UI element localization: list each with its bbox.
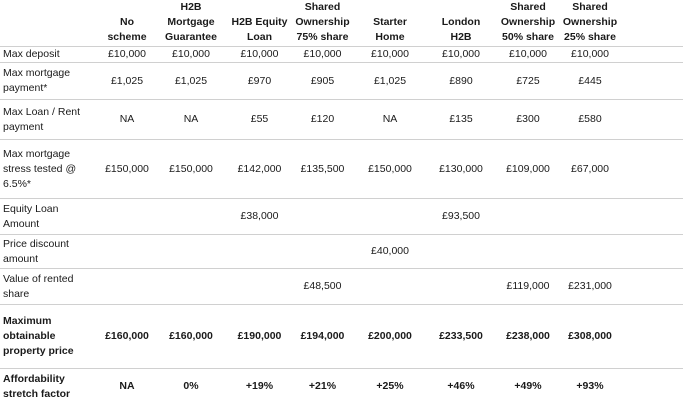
table-cell: £135,500 [300,162,345,175]
table-cell [291,235,354,268]
col-header-shared-ownership-75: Shared Ownership 75% share [295,1,350,43]
table-row [0,269,683,304]
table-cell: NA [183,113,199,125]
row-label: Max mortgage payment* [3,67,71,94]
table-cell: £10,000 [172,48,210,60]
col-header-h2b-equity-loan: H2B Equity Loan [231,16,288,43]
table-cell: £308,000 [568,330,612,342]
table-row [0,369,683,404]
row-label: Maximum obtainable property price [3,315,74,357]
table-cell [100,269,154,304]
row-label: Price discount amount [3,237,69,265]
table-cell [100,235,154,268]
table-cell: £200,000 [368,330,412,342]
table-cell: £1,025 [174,74,208,87]
table-cell [496,199,560,234]
table-cell: +19% [245,380,274,392]
row-label: Max Loan / Rent payment [3,105,81,133]
table-cell [560,235,620,268]
table-cell: NA [119,380,135,392]
col-header-london-h2b: London H2B [441,16,481,43]
table-cell: £10,000 [240,48,279,60]
table-cell: £48,500 [303,280,342,292]
table-cell: +93% [576,380,604,392]
table-cell [228,235,291,268]
table-cell: £231,000 [568,280,612,292]
table-cell: £150,000 [169,162,213,175]
table-cell: £190,000 [237,330,282,342]
table-cell: £142,000 [237,162,282,175]
table-cell: £10,000 [108,48,146,60]
table-row [0,235,683,268]
table-cell: NA [382,113,398,125]
table-cell: £194,000 [300,330,345,342]
table-cell [154,199,228,234]
col-header-shared-ownership-25: Shared Ownership 25% share [562,1,618,43]
table-cell: £160,000 [169,330,213,342]
table-cell: £300 [516,113,540,125]
table-cell: +46% [447,380,475,392]
table-row [0,100,683,139]
table-cell [354,199,426,234]
table-cell [496,235,560,268]
table-cell [354,269,426,304]
row-label: Max deposit [3,48,60,60]
table-cell: £10,000 [303,48,342,60]
table-cell [228,269,291,304]
table-cell: £93,500 [442,210,480,222]
table-cell: £38,000 [240,210,279,222]
col-header-no-scheme: No scheme [107,16,147,43]
table-cell: £238,000 [506,330,550,342]
table-cell: £67,000 [571,162,609,175]
col-header-h2b-mortgage-guarantee: H2B Mortgage Guarantee [165,1,217,43]
table-cell: £40,000 [371,245,409,257]
table-row [0,140,683,198]
table-cell: £10,000 [442,48,480,60]
table-cell: £150,000 [105,162,149,175]
table-cell: £120 [310,113,335,125]
table-cell: £160,000 [105,330,149,342]
table-row [0,305,683,368]
spacer-cell [620,0,683,46]
table-cell: £970 [247,74,272,87]
table-cell [560,199,620,234]
table-cell: £10,000 [509,48,547,60]
table-cell: 0% [183,380,199,392]
table-cell: +25% [376,380,404,392]
table-cell: £725 [516,74,540,87]
table-cell [154,269,228,304]
table-cell: £150,000 [368,162,412,175]
table-cell: £10,000 [371,48,409,60]
table-cell: £1,025 [373,74,407,87]
table-cell: £905 [310,74,335,87]
table-cell: £135 [449,113,473,125]
table-cell: £55 [250,113,269,125]
table-cell: £233,500 [439,330,483,342]
table-cell: +49% [514,380,542,392]
table-cell [100,199,154,234]
table-cell: +21% [308,380,337,392]
table-cell: NA [119,113,135,125]
table-cell: £1,025 [110,74,144,87]
header-row [0,0,683,46]
table-cell: £580 [578,113,602,125]
table-cell: £10,000 [571,48,609,60]
col-header-starter-home: Starter Home [373,16,407,43]
table-row [0,47,683,62]
row-label: Max mortgage stress tested @ 6.5%* [3,147,77,190]
table-cell: £890 [449,74,473,87]
table-cell [426,235,496,268]
row-label: Equity Loan Amount [3,202,59,230]
row-label: Value of rented share [3,272,74,300]
header-label-cell [0,0,100,46]
table-cell: £445 [578,74,602,87]
table-cell [426,269,496,304]
table-cell [154,235,228,268]
table-row [0,63,683,99]
table-cell: £130,000 [439,162,483,175]
table-cell [291,199,354,234]
row-label: Affordability stretch factor [3,372,71,400]
table-row [0,199,683,234]
table-cell: £119,000 [506,280,550,292]
col-header-shared-ownership-50: Shared Ownership 50% share [500,1,556,43]
table-cell: £109,000 [506,162,550,175]
